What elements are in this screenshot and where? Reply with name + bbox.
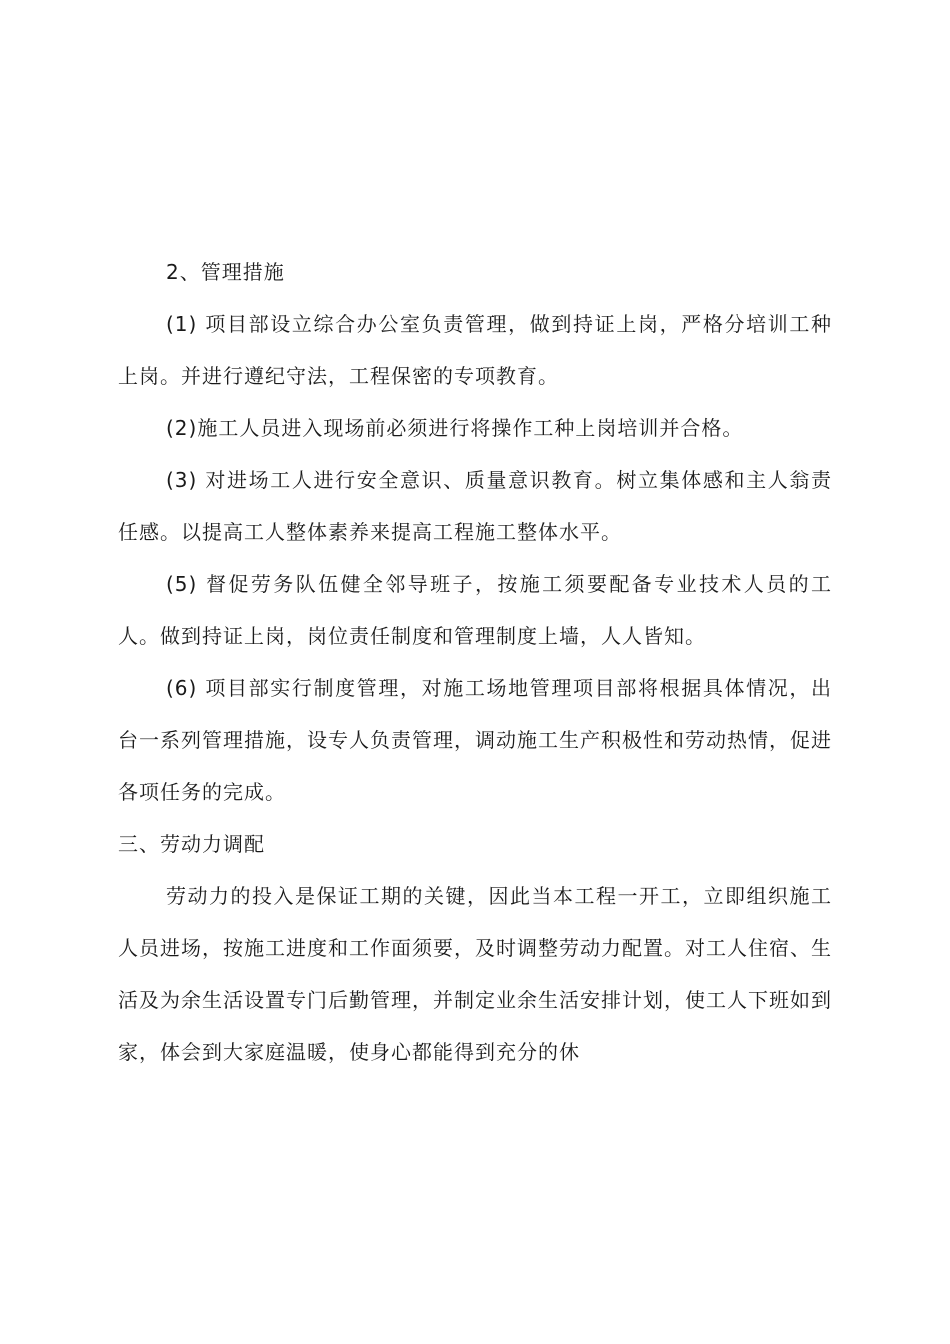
labor-paragraph: 劳动力的投入是保证工期的关键，因此当本工程一开工，立即组织施工人员进场，按施工进度和工作面须要，及时调整劳动力配置。对工人住宿、生活及为余生活设置专门后勤管理，并制定业余生活安排计划，使工人下班如到家，体会到大家庭温暖，使身心都能得到充分的休	[118, 884, 832, 1064]
list-item: (2)施工人员进入现场前必须进行将操作工种上岗培训并合格。	[166, 416, 744, 440]
list-item: (5) 督促劳务队伍健全邻导班子，按施工须要配备专业技术人员的工人。做到持证上岗，岗位责任制度和管理制度上墙，人人皆知。	[118, 572, 832, 648]
section-heading-labor: 三、劳动力调配	[118, 832, 265, 856]
list-item: (1) 项目部设立综合办公室负责管理，做到持证上岗，严格分培训工种上岗。并进行遵纪守法，工程保密的专项教育。	[118, 312, 832, 388]
document-body	[118, 246, 832, 1078]
list-item: (3) 对进场工人进行安全意识、质量意识教育。树立集体感和主人翁责任感。以提高工人整体素养来提高工程施工整体水平。	[118, 468, 832, 544]
list-item: (6) 项目部实行制度管理，对施工场地管理项目部将根据具体情况，出台一系列管理措施，设专人负责管理，调动施工生产积极性和劳动热情，促进各项任务的完成。	[118, 676, 832, 804]
section-heading-management: 2、管理措施	[166, 260, 285, 284]
